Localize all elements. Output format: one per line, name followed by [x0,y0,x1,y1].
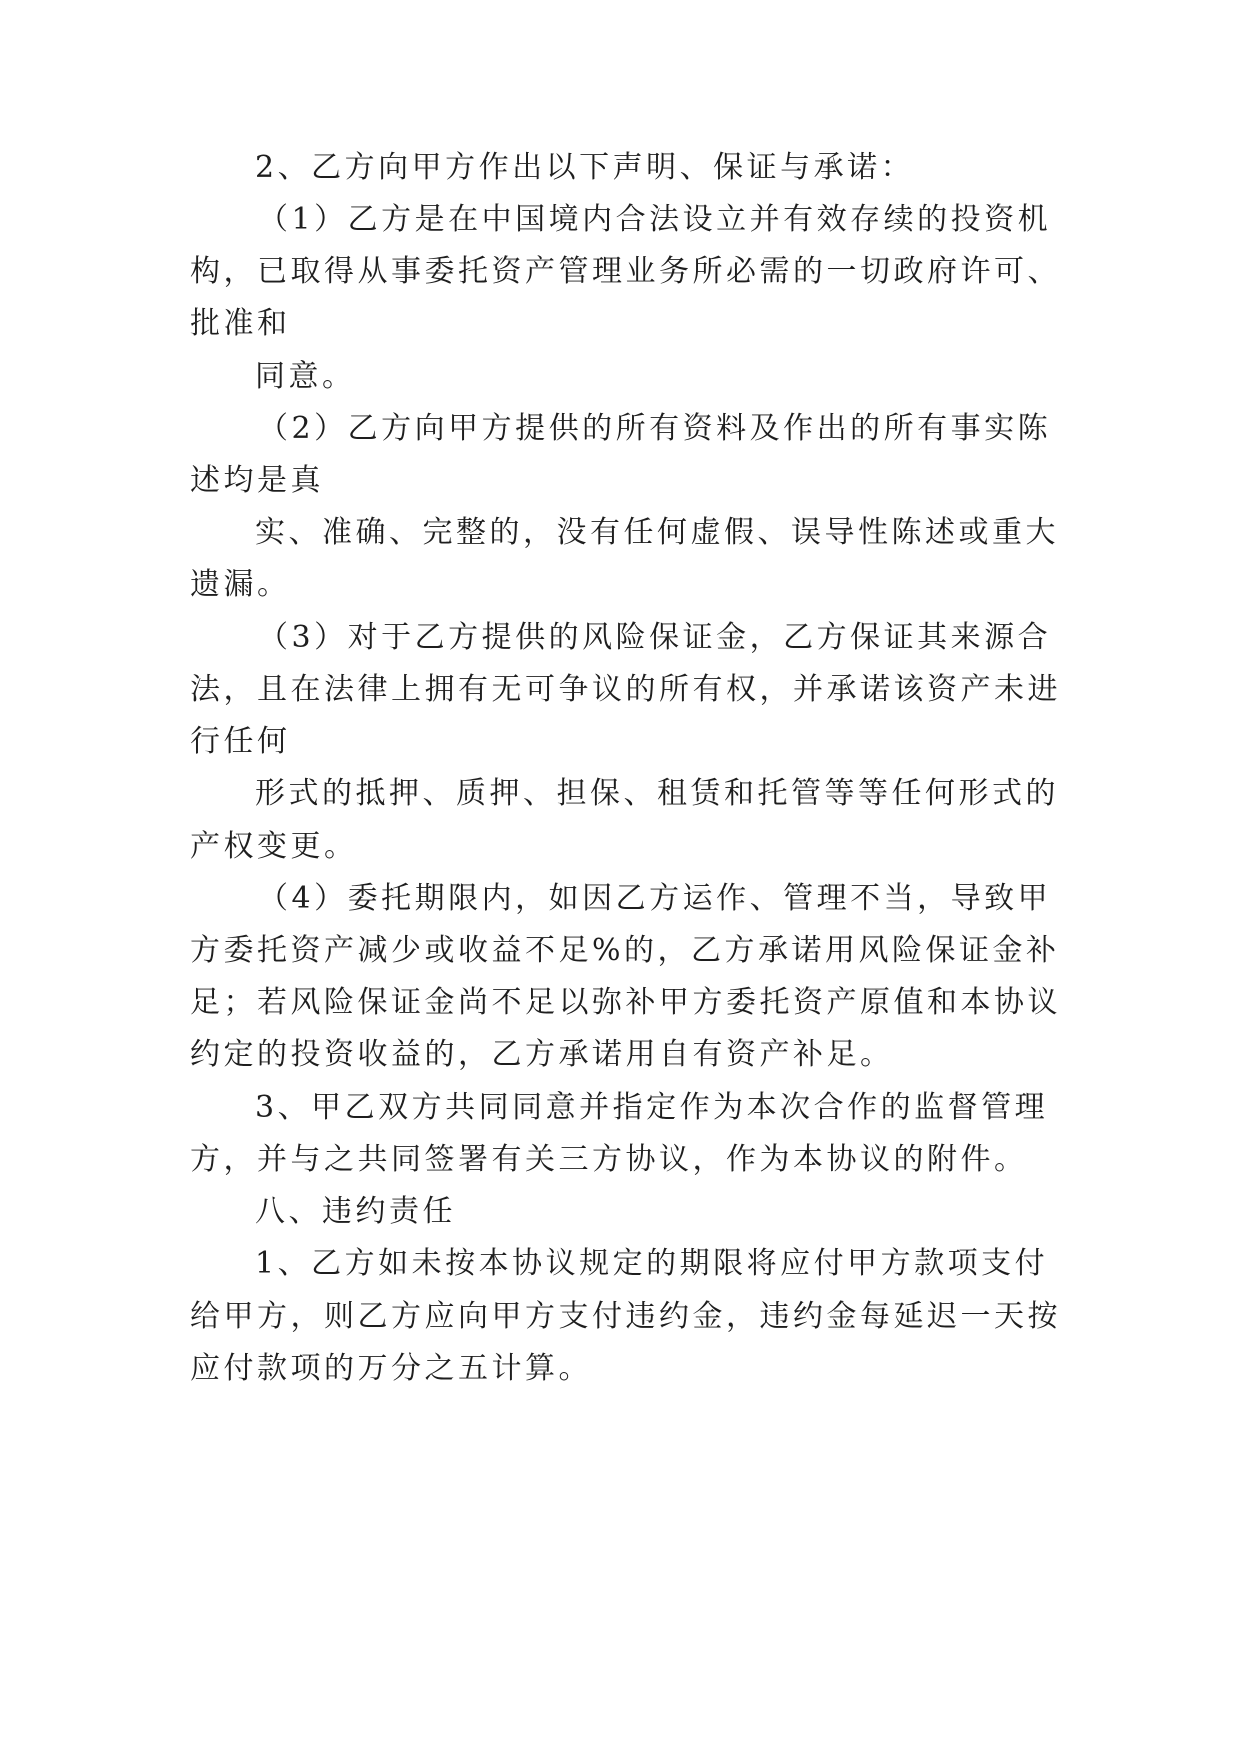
text-line: 实、准确、完整的，没有任何虚假、误导性陈述或重大 [255,515,1059,550]
text-line: 行任何 [190,724,291,759]
text-line: 3、甲乙双方共同同意并指定作为本次合作的监督管理 [255,1090,1049,1125]
text-line: 足；若风险保证金尚不足以弥补甲方委托资产原值和本协议 [190,985,1061,1020]
text-line: 述均是真 [190,463,324,498]
text-line: （4）委托期限内，如因乙方运作、管理不当，导致甲 [258,881,1052,916]
text-line: 应付款项的万分之五计算。 [190,1351,592,1386]
section-heading: 八、违约责任 [255,1194,456,1229]
text-line: （1）乙方是在中国境内合法设立并有效存续的投资机 [258,202,1052,237]
text-line: 法，且在法律上拥有无可争议的所有权，并承诺该资产未进 [190,672,1061,707]
text-line: （3）对于乙方提供的风险保证金，乙方保证其来源合 [258,620,1052,655]
text-line: 同意。 [255,359,356,394]
text-line: 2、乙方向甲方作出以下声明、保证与承诺： [255,150,915,185]
text-line: 遗漏。 [190,567,291,602]
text-line: 方，并与之共同签署有关三方协议，作为本协议的附件。 [190,1142,1028,1177]
text-line: （2）乙方向甲方提供的所有资料及作出的所有事实陈 [258,411,1052,446]
text-line: 批准和 [190,306,291,341]
text-line: 构，已取得从事委托资产管理业务所必需的一切政府许可、 [190,254,1061,289]
text-line: 约定的投资收益的，乙方承诺用自有资产补足。 [190,1037,894,1072]
text-line: 形式的抵押、质押、担保、租赁和托管等等任何形式的 [255,776,1059,811]
text-line: 产权变更。 [190,829,358,864]
text-line: 方委托资产减少或收益不足%的，乙方承诺用风险保证金补 [190,933,1060,968]
text-line: 给甲方，则乙方应向甲方支付违约金，违约金每延迟一天按 [190,1299,1061,1334]
text-line: 1、乙方如未按本协议规定的期限将应付甲方款项支付 [255,1246,1049,1281]
